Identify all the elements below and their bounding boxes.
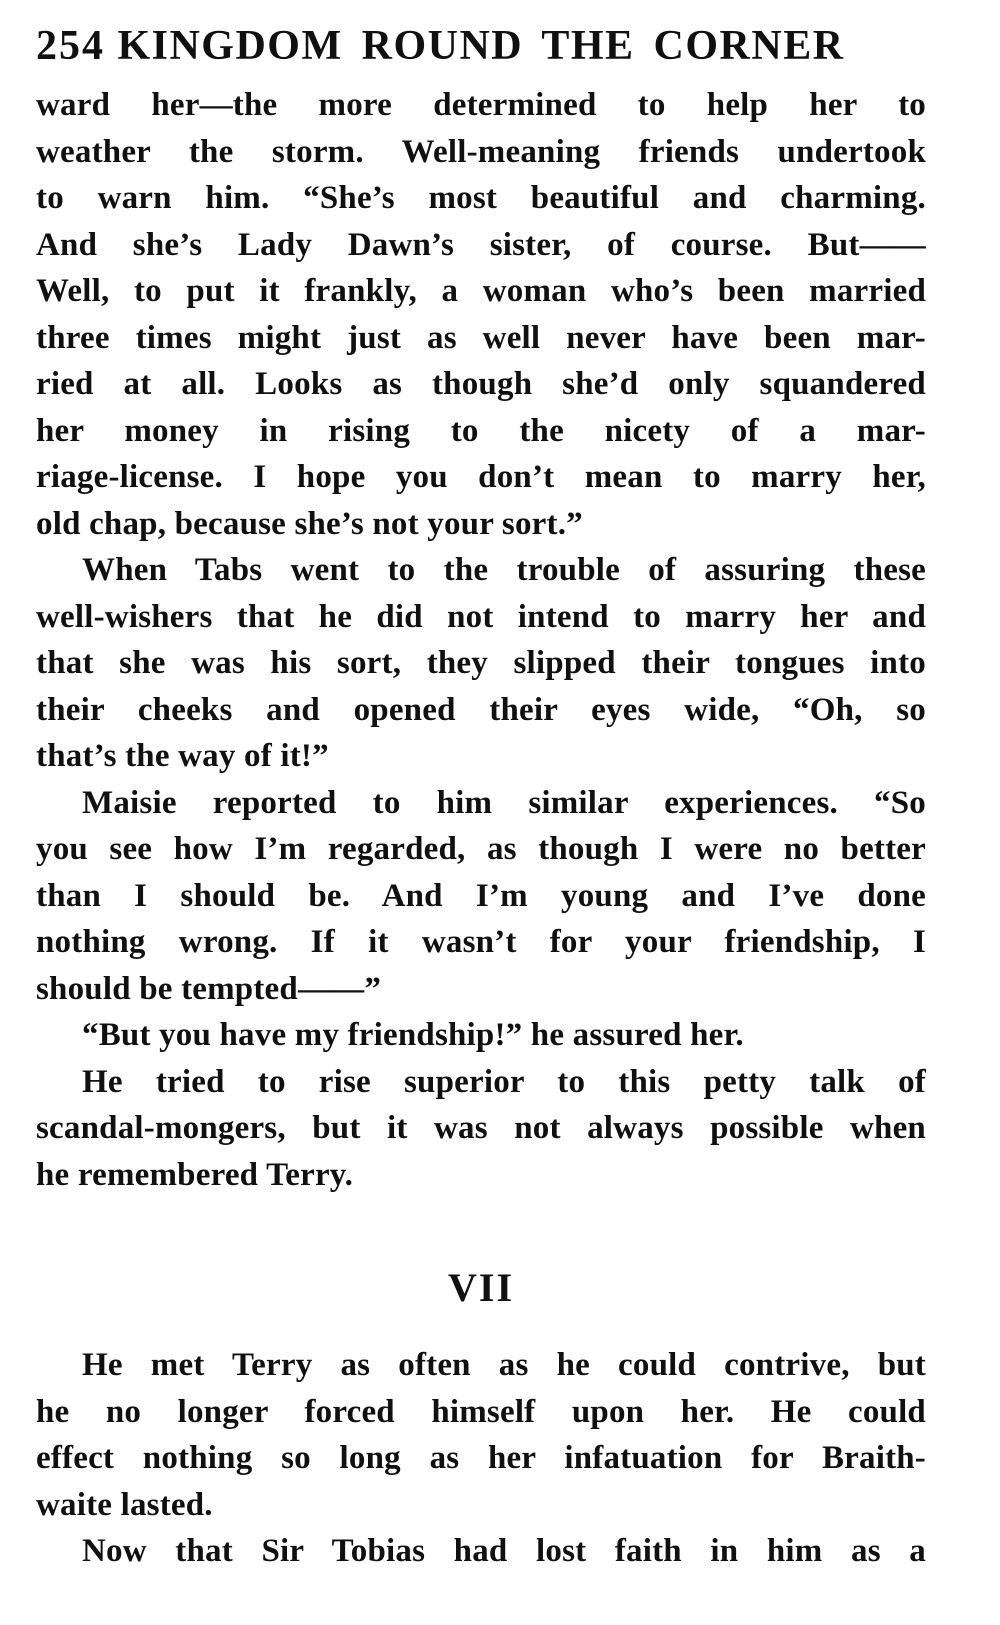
text-line: Now that Sir Tobias had lost faith in him as a [82, 1533, 926, 1569]
running-title: KINGDOM ROUND THE CORNER [117, 23, 845, 69]
page-number: 254 [36, 23, 105, 69]
text-line: that’s the way of it!” [36, 738, 329, 774]
text-line: nothing wrong. If it wasn’t for your friendship, I [36, 924, 926, 960]
text-line: waite lasted. [36, 1486, 213, 1523]
text-line: to warn him. “She’s most beautiful and charming. [36, 180, 926, 216]
text-line: And she’s Lady Dawn’s sister, of course. But—— [36, 226, 926, 263]
text-line: riage-license. I hope you don’t mean to marry her, [36, 459, 926, 495]
paragraphs-after-heading [36, 1342, 926, 1575]
text-line: he remembered Terry. [36, 1156, 354, 1193]
paragraph [36, 780, 926, 1013]
text-line: he no longer forced himself upon her. He could [36, 1393, 926, 1430]
text-line: weather the storm. Well-meaning friends undertook [36, 133, 926, 170]
text-line: should be tempted——” [36, 970, 382, 1007]
page-text [36, 82, 926, 1575]
text-line: old chap, because she’s not your sort.” [36, 505, 583, 542]
paragraph [36, 547, 926, 780]
text-line: you see how I’m regarded, as though I were no better [36, 831, 926, 867]
text-line: ried at all. Looks as though she’d only squandered [36, 366, 926, 402]
paragraph [36, 1528, 926, 1575]
text-line: Well, to put it frankly, a woman who’s been married [36, 273, 926, 309]
text-line: Maisie reported to him similar experiences. “So [82, 784, 926, 821]
text-line: ward her—the more determined to help her to [36, 87, 926, 123]
text-line: than I should be. And I’m young and I’ve done [36, 877, 926, 914]
text-line: three times might just as well never have been mar- [36, 319, 926, 356]
text-line: their cheeks and opened their eyes wide, “Oh, so [36, 691, 926, 728]
text-line: that she was his sort, they slipped their tongues into [36, 645, 926, 681]
paragraphs-before-heading [36, 82, 926, 1198]
paragraph [36, 1342, 926, 1528]
text-line: He met Terry as often as he could contrive, but [82, 1347, 926, 1383]
paragraph [36, 82, 926, 547]
text-line: her money in rising to the nicety of a mar- [36, 412, 926, 449]
page-header [36, 22, 926, 76]
paragraph [36, 1059, 926, 1199]
section-heading: VII [447, 1265, 515, 1310]
text-line: scandal-mongers, but it was not always possible when [36, 1110, 926, 1146]
text-line: effect nothing so long as her infatuation for Braith- [36, 1440, 926, 1476]
text-line: “But you have my friendship!” he assured her. [82, 1017, 744, 1053]
text-line: well-wishers that he did not intend to marry her and [36, 598, 926, 635]
paragraph [36, 1012, 926, 1059]
text-line: He tried to rise superior to this petty talk of [82, 1063, 926, 1100]
text-line: When Tabs went to the trouble of assuring these [82, 552, 926, 588]
